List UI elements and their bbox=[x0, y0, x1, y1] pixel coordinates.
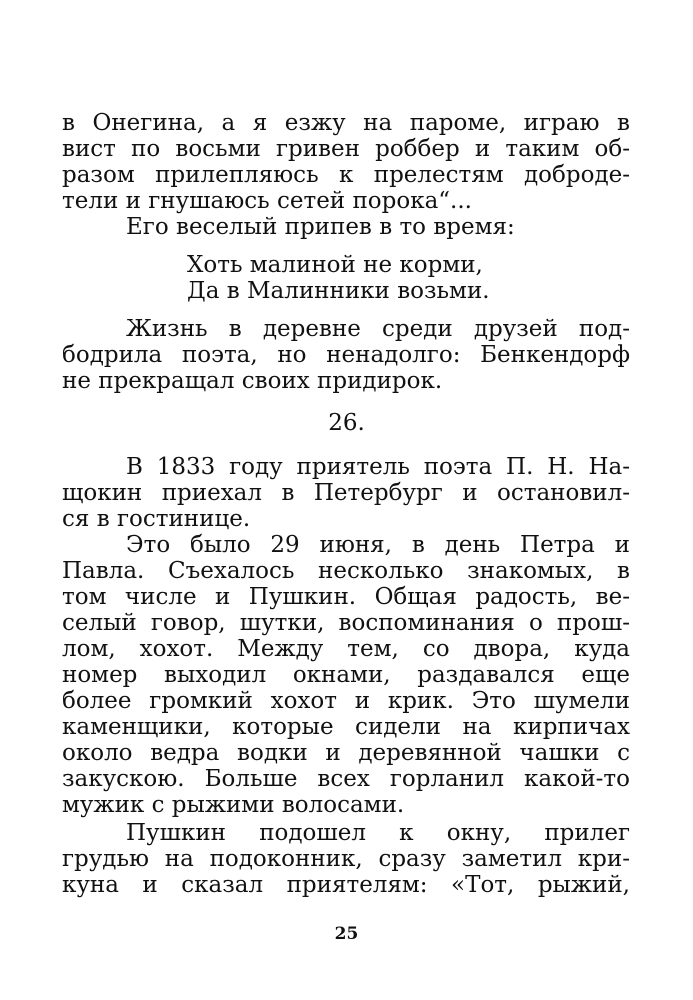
text-line: Пушкин подошел к окну, прилег bbox=[126, 820, 630, 846]
text-line: лом, хохот. Между тем, со двора, куда bbox=[62, 636, 630, 662]
text-line: том числе и Пушкин. Общая радость, ве- bbox=[62, 584, 630, 610]
text-line: около ведра водки и деревянной чашки с bbox=[62, 740, 630, 766]
text-line: закускою. Больше всех горланил какой-то bbox=[62, 766, 630, 792]
page-number: 25 bbox=[334, 924, 359, 944]
text-line: куна и сказал приятелям: «Тот, рыжий, bbox=[62, 872, 630, 898]
verse-line: Хоть малиной не корми, bbox=[187, 252, 483, 278]
text-line: щокин приехал в Петербург и остановил- bbox=[62, 480, 630, 506]
text-line: номер выходил окнами, раздавался еще bbox=[62, 662, 630, 688]
text-line: тели и гнушаюсь сетей порока“... bbox=[62, 188, 472, 214]
text-line: вист по восьми гривен роббер и таким об- bbox=[62, 136, 630, 162]
section-number: 26. bbox=[328, 410, 365, 436]
text-line: мужик с рыжими волосами. bbox=[62, 792, 405, 818]
text-line: ся в гостинице. bbox=[62, 506, 251, 532]
text-line: селый говор, шутки, воспоминания о прош- bbox=[62, 610, 630, 636]
verse-line: Да в Малинники возьми. bbox=[187, 278, 490, 304]
text-line: Жизнь в деревне среди друзей под- bbox=[126, 316, 630, 342]
text-line: В 1833 году приятель поэта П. Н. На- bbox=[126, 454, 630, 480]
text-line: грудью на подоконник, сразу заметил кри- bbox=[62, 846, 630, 872]
text-line: Его веселый припев в то время: bbox=[126, 214, 515, 240]
text-line: не прекращал своих придирок. bbox=[62, 368, 443, 394]
text-line: бодрила поэта, но ненадолго: Бенкендорф bbox=[62, 342, 630, 368]
text-line: Это было 29 июня, в день Петра и bbox=[126, 532, 630, 558]
text-line: Павла. Съехалось несколько знакомых, в bbox=[62, 558, 630, 584]
text-line: каменщики, которые сидели на кирпичах bbox=[62, 714, 630, 740]
text-line: более громкий хохот и крик. Это шумели bbox=[62, 688, 630, 714]
text-line: в Онегина, а я езжу на пароме, играю в bbox=[62, 110, 630, 136]
text-line: разом прилепляюсь к прелестям доброде- bbox=[62, 162, 630, 188]
